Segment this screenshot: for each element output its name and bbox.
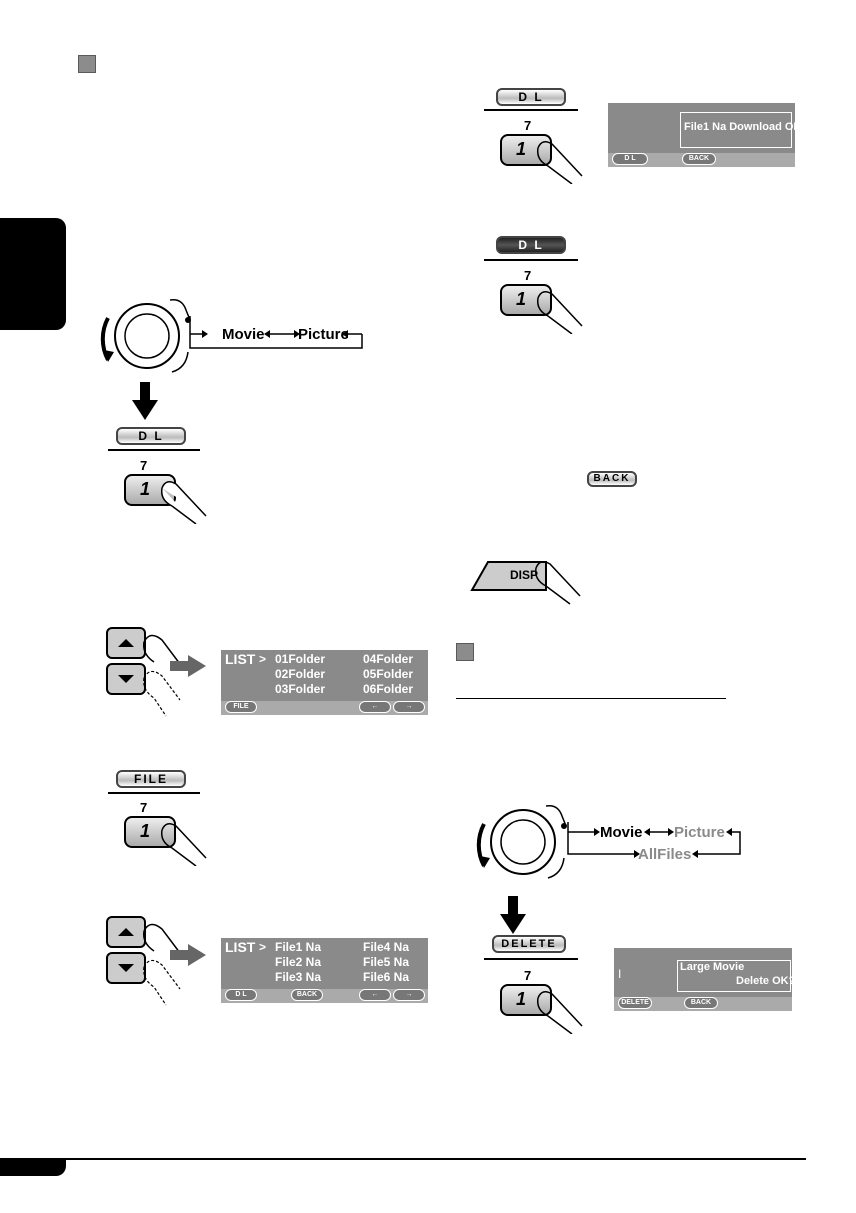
- heading-underline: [456, 698, 726, 699]
- lcd-delete-confirm: [614, 948, 796, 1011]
- lcd-download-confirm: [608, 103, 809, 167]
- mode-movie: Movie: [222, 326, 265, 343]
- mode-picture: Picture: [674, 824, 725, 841]
- softkey-dl: D L: [225, 989, 257, 1001]
- softkey-delete: DELETE: [618, 997, 652, 1009]
- preset-number-7: 7: [524, 968, 532, 983]
- finger-icon: [532, 986, 588, 1034]
- finger-icon: [532, 286, 588, 334]
- mode-allfiles: AllFiles: [638, 846, 692, 863]
- footer-rule: [0, 1158, 806, 1160]
- language-side-tab: [0, 218, 66, 330]
- softkey-file: FILE: [225, 701, 257, 713]
- dl-button[interactable]: D L: [116, 427, 186, 445]
- lcd-cursor: >: [259, 940, 267, 954]
- folder-item: 05Folder: [363, 667, 414, 681]
- lcd-file-list: [221, 938, 428, 1003]
- file-item: File6 Na: [363, 970, 410, 984]
- lcd-softkey-bar: [614, 997, 792, 1011]
- lcd-softkey-bar: [221, 989, 428, 1003]
- softkey-next-icon: →: [393, 989, 425, 1001]
- delete-line2: Delete OK?: [736, 975, 796, 987]
- page-number-tab: [0, 1158, 66, 1176]
- delete-line1: Large Movie: [680, 961, 745, 973]
- preset-number-7: 7: [140, 800, 148, 815]
- delete-button[interactable]: DELETE: [492, 935, 566, 953]
- divider: [108, 449, 200, 451]
- softkey-back: BACK: [684, 997, 718, 1009]
- download-message: File1 Na Download OK?: [684, 121, 809, 133]
- back-button[interactable]: BACK: [587, 471, 637, 487]
- finger-icon: [530, 556, 586, 606]
- lcd-cursor: >: [259, 652, 267, 666]
- softkey-back: BACK: [682, 153, 716, 165]
- section-marker: [78, 55, 96, 73]
- preset-digit: 1: [516, 139, 527, 159]
- folder-item: 02Folder: [275, 667, 326, 681]
- right-arrow-icon: [170, 655, 206, 677]
- softkey-prev-icon: ←: [359, 701, 391, 713]
- lcd-cursor: I: [618, 967, 622, 981]
- softkey-dl: D L: [612, 153, 648, 165]
- divider: [484, 259, 578, 261]
- finger-icon: [156, 818, 212, 866]
- lcd-softkey-bar: [221, 701, 428, 715]
- down-arrow-icon: [132, 382, 158, 420]
- divider: [484, 109, 578, 111]
- softkey-back: BACK: [291, 989, 323, 1001]
- file-button[interactable]: FILE: [116, 770, 186, 788]
- dl-button-pressed[interactable]: D L: [496, 236, 566, 254]
- folder-item: 04Folder: [363, 652, 414, 666]
- folder-item: 06Folder: [363, 682, 414, 696]
- file-item: File3 Na: [275, 970, 322, 984]
- dl-button[interactable]: D L: [496, 88, 566, 106]
- preset-digit: 1: [516, 289, 527, 309]
- preset-digit: 1: [140, 821, 151, 841]
- softkey-prev-icon: ←: [359, 989, 391, 1001]
- divider: [484, 958, 578, 960]
- section-marker: [456, 643, 474, 661]
- preset-digit: 1: [140, 479, 151, 499]
- folder-item: 01Folder: [275, 652, 326, 666]
- file-item: File1 Na: [275, 940, 322, 954]
- lcd-mode: LIST: [225, 651, 256, 667]
- down-arrow-icon: [500, 896, 526, 934]
- finger-icon: [156, 476, 212, 524]
- preset-number-7: 7: [524, 118, 532, 133]
- mode-movie: Movie: [600, 824, 643, 841]
- lcd-folder-list: [221, 650, 428, 715]
- softkey-next-icon: →: [393, 701, 425, 713]
- folder-item: 03Folder: [275, 682, 326, 696]
- lcd-mode: LIST: [225, 939, 256, 955]
- preset-number-7: 7: [140, 458, 148, 473]
- finger-icon: [532, 136, 588, 184]
- mode-picture: Picture: [298, 326, 349, 343]
- preset-digit: 1: [516, 989, 527, 1009]
- right-arrow-icon: [170, 944, 206, 966]
- preset-number-7: 7: [524, 268, 532, 283]
- divider: [108, 792, 200, 794]
- file-item: File2 Na: [275, 955, 322, 969]
- file-item: File4 Na: [363, 940, 410, 954]
- lcd-softkey-bar: [608, 153, 795, 167]
- disp-label: DISP: [510, 568, 539, 582]
- file-item: File5 Na: [363, 955, 410, 969]
